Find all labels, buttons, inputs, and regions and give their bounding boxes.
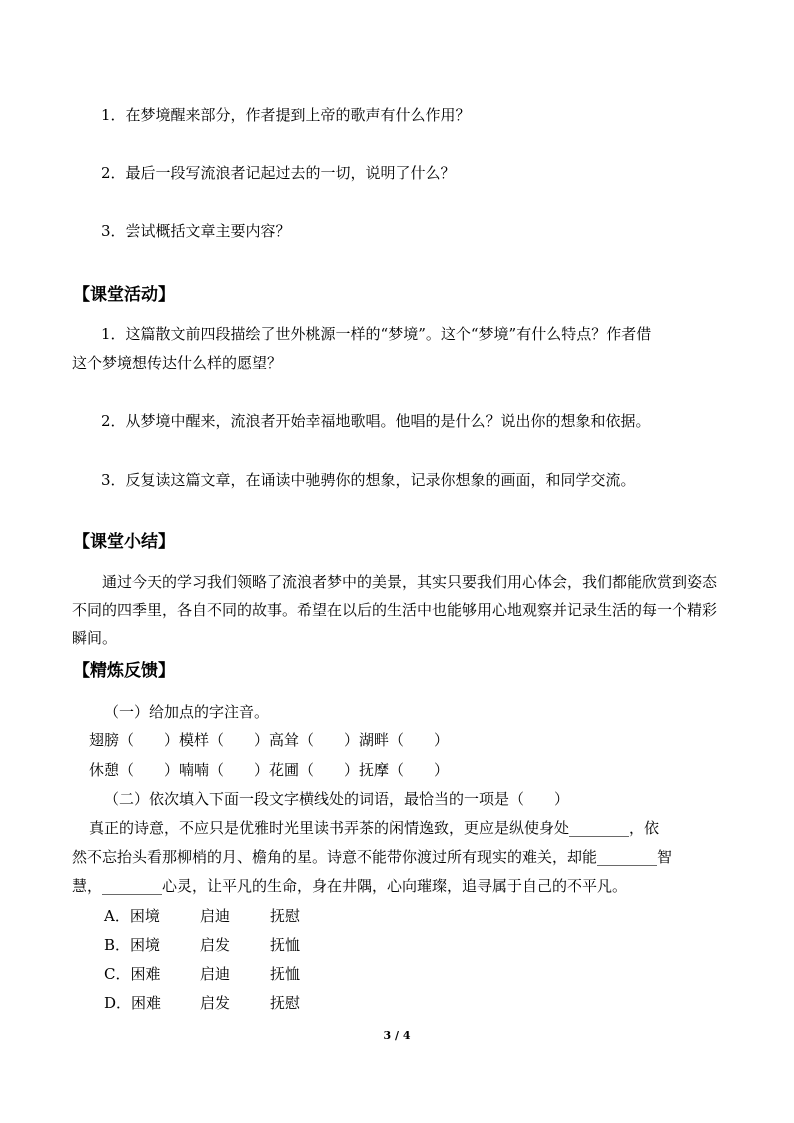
option-c xyxy=(104,964,300,984)
activity-question-3: 3．反复读这篇文章，在诵读中驰骋你的想象，记录你想象的画面，和同学交流。 xyxy=(101,471,636,489)
activity-question-1-line-1: 1．这篇散文前四段描绘了世外桃源一样的“梦境”。这个“梦境”有什么特点？作者借 xyxy=(101,325,652,343)
pinyin-row-2: 休憩（ ）喃喃（ ）花圃（ ）抚摩（ ） xyxy=(89,761,450,779)
option-b-label: B．困境 xyxy=(104,936,161,954)
option-c-word-2: 启迪 xyxy=(200,965,231,983)
page-number: 3 / 4 xyxy=(383,1029,411,1042)
option-a-word-2: 启迪 xyxy=(200,907,231,925)
option-c-word-3: 抚恤 xyxy=(270,965,301,983)
pinyin-row-1: 翅膀（ ）模样（ ）高耸（ ）湖畔（ ） xyxy=(89,731,450,749)
feedback-part-1-title: （一）给加点的字注音。 xyxy=(104,703,270,721)
feedback-part-2-title: （二）依次填入下面一段文字横线处的词语，最恰当的一项是（ ） xyxy=(104,790,570,808)
option-a xyxy=(104,906,300,926)
section-heading-feedback: 【精炼反馈】 xyxy=(73,661,175,681)
option-d-word-3: 抚慰 xyxy=(270,994,301,1012)
option-c-label: C．困难 xyxy=(104,965,161,983)
summary-paragraph: 通过今天的学习我们领略了流浪者梦中的美景，其实只要我们用心体会，我们都能欣赏到姿态不同的四季里，各自不同的故事。希望在以后的生活中也能够用心地观察并记录生活的每一个精彩瞬间。 xyxy=(72,573,718,647)
question-1: 1．在梦境醒来部分，作者提到上帝的歌声有什么作用？ xyxy=(101,106,471,124)
question-2: 2．最后一段写流浪者记起过去的一切，说明了什么？ xyxy=(101,164,456,182)
option-d xyxy=(104,993,300,1013)
option-b-word-3: 抚恤 xyxy=(270,936,301,954)
option-b xyxy=(104,935,300,955)
passage-line-3: 慧，________心灵，让平凡的生命，身在井隅，心向璀璨，追寻属于自己的不平凡。 xyxy=(72,877,628,895)
question-3: 3．尝试概括文章主要内容？ xyxy=(101,222,291,240)
option-d-label: D．困难 xyxy=(104,994,162,1012)
option-b-word-2: 启发 xyxy=(200,936,231,954)
activity-question-1-line-2: 这个梦境想传达什么样的愿望？ xyxy=(72,354,283,372)
section-heading-summary: 【课堂小结】 xyxy=(73,532,175,552)
passage-line-1: 真正的诗意，不应只是优雅时光里读书弄茶的闲情逸致，更应是纵使身处________，依 xyxy=(89,819,660,837)
option-a-word-3: 抚慰 xyxy=(270,907,301,925)
option-d-word-2: 启发 xyxy=(200,994,231,1012)
option-a-label: A．困境 xyxy=(104,907,160,925)
section-heading-activity: 【课堂活动】 xyxy=(73,285,175,305)
activity-question-2: 2．从梦境中醒来，流浪者开始幸福地歌唱。他唱的是什么？说出你的想象和依据。 xyxy=(101,412,651,430)
passage-line-2: 然不忘抬头看那柳梢的月、檐角的星。诗意不能带你渡过所有现实的难关，却能________智 xyxy=(72,848,673,866)
